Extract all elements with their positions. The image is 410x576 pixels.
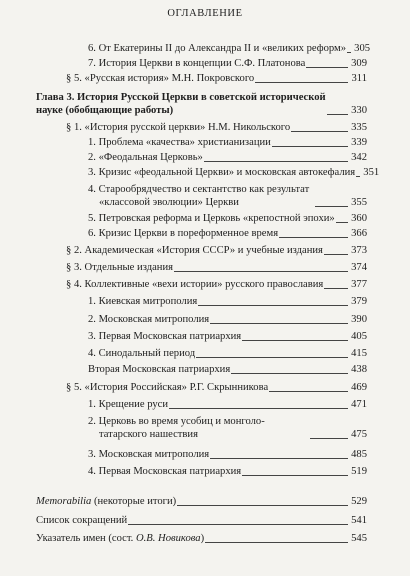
toc-leader — [210, 458, 348, 459]
toc-entry-page: 390 — [351, 314, 367, 325]
toc-leader — [310, 438, 348, 439]
toc-leader — [205, 542, 348, 543]
toc-entry[interactable] — [36, 495, 367, 508]
toc-entry-label — [36, 495, 176, 508]
toc-entry-label: 2. «Феодальная Церковь» — [88, 152, 203, 163]
toc-entry-label: 6. Кризис Церкви в пореформенное время — [88, 228, 279, 239]
toc-entry-label: 3. Московская митрополия — [88, 449, 210, 460]
toc-entry[interactable] — [88, 151, 367, 164]
toc-entry-label-tail: ) — [200, 533, 205, 544]
toc-entry-page: 360 — [351, 213, 367, 224]
toc-entry-label: § 4. Коллективные «вехи истории» русского православия — [66, 279, 324, 290]
toc-leader — [128, 524, 348, 525]
toc-entry[interactable] — [88, 57, 367, 70]
toc-entry-page: 377 — [351, 279, 367, 290]
toc-leader — [196, 357, 348, 358]
toc-entry-page: 485 — [351, 449, 367, 460]
toc-entry[interactable] — [88, 183, 367, 209]
toc-leader — [324, 288, 348, 289]
toc-entry-page: 309 — [351, 58, 367, 69]
toc-leader — [177, 505, 348, 506]
toc-leader — [324, 254, 348, 255]
toc-leader — [291, 131, 348, 132]
toc-entry-label: 2. Московская митрополия — [88, 314, 210, 325]
toc-entry-label: 3. Первая Московская патриархия — [88, 331, 242, 342]
toc-entry-page: 415 — [351, 348, 367, 359]
toc-entry-label: 5. Петровская реформа и Церковь «крепостной эпохи» — [88, 213, 335, 224]
toc-entry[interactable] — [66, 121, 367, 134]
toc-entry[interactable] — [36, 532, 367, 545]
toc-entry[interactable] — [66, 278, 367, 291]
toc-entry-page: 475 — [351, 429, 367, 440]
toc-entry-page: 339 — [351, 137, 367, 148]
toc-entry[interactable] — [88, 313, 367, 326]
toc-leader — [269, 391, 348, 392]
toc-leader — [306, 67, 348, 68]
toc-entry[interactable] — [88, 448, 367, 461]
toc-entry-page: 342 — [351, 152, 367, 163]
toc-entry-label: 2. Церковь во время усобиц и монголо-татарского нашествия — [88, 416, 265, 440]
toc-entry-label: 3. Кризис «феодальной Церкви» и московская автокефалия — [88, 167, 356, 178]
toc-entry-page: 541 — [351, 515, 367, 526]
toc-entry-label: 1. Проблема «качества» христианизации — [88, 137, 271, 148]
toc-entry-label: 6. От Екатерины II до Александра II и «великих реформ» — [88, 43, 347, 54]
toc-leader — [198, 305, 348, 306]
toc-entry-label: 1. Киевская митрополия — [88, 296, 198, 307]
toc-entry-page: 355 — [351, 197, 367, 208]
toc-leader — [336, 222, 348, 223]
toc-entry-label: § 1. «История русской церкви» Н.М. Никольского — [66, 122, 291, 133]
toc-entry-page: 330 — [351, 105, 367, 116]
toc-entry-label: § 5. «История Российская» Р.Г. Скрынникова — [66, 382, 269, 393]
toc-chapter-entry[interactable] — [36, 91, 367, 117]
toc-entry-label: 4. Синодальный период — [88, 348, 196, 359]
toc-entry[interactable] — [88, 212, 367, 225]
toc-entry-label: 4. Первая Московская патриархия — [88, 466, 242, 477]
toc-leader — [231, 373, 348, 374]
toc-entry-page: 379 — [351, 296, 367, 307]
toc-entry[interactable] — [88, 166, 380, 179]
toc-leader — [242, 340, 348, 341]
toc-entry-label: Глава 3. История Русской Церкви в советской исторической науке (обобщающие работы) — [36, 92, 326, 116]
toc-leader — [279, 237, 348, 238]
toc-entry[interactable] — [88, 347, 367, 360]
toc-entry-label: § 5. «Русская история» М.Н. Покровского — [66, 73, 255, 84]
toc-leader — [356, 176, 360, 177]
toc-entry-page: 305 — [354, 43, 371, 54]
toc-leader — [169, 408, 348, 409]
toc-entry-page: 351 — [363, 167, 380, 178]
toc-entry[interactable] — [36, 514, 367, 527]
toc-entry[interactable] — [88, 398, 367, 411]
toc-entry-label: § 2. Академическая «История СССР» и учебные издания — [66, 245, 323, 256]
toc-entry-label: 1. Крещение руси — [88, 399, 169, 410]
toc-entry-page: 545 — [351, 533, 367, 544]
toc-entry[interactable] — [88, 136, 367, 149]
toc-entry-page: 471 — [351, 399, 367, 410]
toc-entry-label-rest: Указатель имен (сост. — [36, 533, 136, 544]
toc-entry-label: 4. Старообрядчество и сектантство как результат «классовой эволюции» Церкви — [88, 184, 310, 208]
toc-entry-label — [36, 532, 204, 545]
toc-leader — [315, 206, 348, 207]
toc-leader — [174, 271, 348, 272]
toc-entry-label-italic: Memorabilia — [36, 496, 92, 507]
toc-entry-page: 469 — [351, 382, 367, 393]
toc-entry-label-rest: (некоторые итоги) — [91, 496, 177, 507]
toc-entry-page: 373 — [351, 245, 367, 256]
toc-entry[interactable] — [88, 363, 367, 376]
toc-entry-label: 7. История Церкви в концепции С.Ф. Платонова — [88, 58, 306, 69]
toc-entry-label: Список сокращений — [36, 515, 128, 526]
toc-entry[interactable] — [66, 261, 367, 274]
toc-entry[interactable] — [88, 295, 367, 308]
toc-leader — [327, 114, 348, 115]
toc-leader — [255, 82, 348, 83]
toc-entry[interactable] — [88, 415, 367, 441]
toc-entry[interactable] — [66, 381, 367, 394]
toc-entry-page: 438 — [351, 364, 367, 375]
toc-entry-page: 529 — [351, 496, 367, 507]
page-title: ОГЛАВЛЕНИЕ — [167, 8, 243, 19]
toc-entry-page: 366 — [351, 228, 367, 239]
toc-leader — [272, 146, 348, 147]
toc-entry[interactable] — [66, 72, 367, 85]
toc-entry-page: 519 — [351, 466, 367, 477]
toc-entry[interactable] — [88, 330, 367, 343]
toc-entry-label-italic: О.В. Новикова — [135, 533, 201, 544]
toc-entry[interactable] — [88, 42, 371, 55]
toc-entry-label: Вторая Московская патриархия — [88, 364, 231, 375]
toc-entry[interactable] — [66, 244, 367, 257]
toc-entry-label: § 3. Отдельные издания — [66, 262, 173, 273]
toc-entry-page: 335 — [351, 122, 367, 133]
toc-leader — [347, 52, 351, 53]
toc-entry-page: 405 — [351, 331, 367, 342]
toc-leader — [210, 323, 348, 324]
toc-entry[interactable] — [88, 465, 367, 478]
toc-entry-page: 374 — [351, 262, 367, 273]
toc-entry-page: 311 — [351, 73, 367, 84]
toc-leader — [242, 475, 348, 476]
toc-leader — [204, 161, 348, 162]
toc-entry[interactable] — [88, 227, 367, 240]
